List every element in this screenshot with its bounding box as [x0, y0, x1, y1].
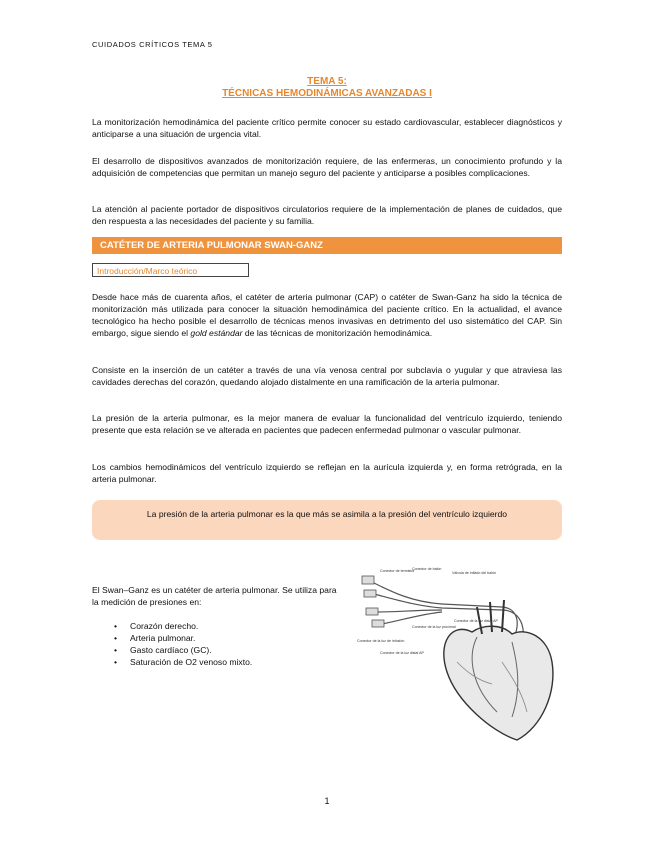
list-item: • Saturación de O2 venoso mixto. [92, 656, 332, 668]
section-paragraph-1 [92, 291, 562, 339]
paragraph-1-end: de las técnicas de monitorización hemodinámica. [242, 328, 433, 338]
section-heading: CATÉTER DE ARTERIA PULMONAR SWAN-GANZ [92, 237, 562, 254]
page-number: 1 [324, 796, 330, 806]
pressure-list [92, 620, 332, 668]
highlight-callout: La presión de la arteria pulmonar es la que más se asimila a la presión del ventrículo izquierdo [92, 500, 562, 540]
figure-label: Válvula de inflado del balón [452, 571, 496, 575]
figure-label: Conector de balón [412, 567, 442, 571]
catheter-line-2 [374, 594, 502, 610]
list-item: • Arteria pulmonar. [92, 632, 332, 644]
connector-shape [372, 620, 384, 627]
section-paragraph-2: Consiste en la inserción de un catéter a través de una vía venosa central por subclavia o yugular y que atraviesa las cavidades derechas del corazón, quedando alojado distalmente en una ramificación de la arteria pulmonar. [92, 365, 562, 387]
intro-paragraph-3: La atención al paciente portador de dispositivos circulatorios requiere de la implementación de planes de cuidados, que den respuesta a las necesidades del paciente y su familia. [92, 204, 562, 226]
title-line-2: TÉCNICAS HEMODINÁMICAS AVANZADAS I [222, 88, 432, 99]
list-item: • Gasto cardíaco (GC). [92, 644, 332, 656]
section-paragraph-4: Los cambios hemodinámicos del ventrículo izquierdo se reflejan en la aurícula izquierda y, en forma retrógrada, en la arteria pulmonar. [92, 462, 562, 484]
figure-label: Conector de la luz distal AP [454, 619, 498, 623]
title-line-1: TEMA 5: [307, 76, 347, 87]
subsection-heading: Introducción/Marco teórico [92, 263, 249, 277]
page-header: CUIDADOS CRÍTICOS TEMA 5 [92, 40, 213, 49]
figure-label: Conector de termistor [380, 569, 415, 573]
figure-label: Conector de la luz de infusión [357, 639, 405, 643]
paragraph-1-italic: gold estándar [190, 328, 243, 338]
swan-ganz-diagram [352, 562, 562, 747]
connector-shape [366, 608, 378, 615]
section-paragraph-3: La presión de la arteria pulmonar, es la mejor manera de evaluar la funcionalidad del ventrículo izquierdo, teniendo presente que esta relación se ve alterada en pacientes que padecen enfermedad pulmonar o vascular pulmonar. [92, 413, 562, 435]
catheter-line-3 [376, 610, 442, 612]
figure-label: Conector de la luz proximal [412, 625, 456, 629]
catheter-line-4 [382, 612, 442, 624]
connector-shape [362, 576, 374, 584]
list-item: • Corazón derecho. [92, 620, 332, 632]
connector-shape [364, 590, 376, 597]
intro-paragraph-2: El desarrollo de dispositivos avanzados de monitorización requiere, de las enfermeras, un conocimiento profundo y la adquisición de competencias que permitan un manejo seguro del paciente y anticiparse a posibles complicaciones. [92, 156, 562, 178]
paragraph-1-start: Desde hace más de cuarenta años, el catéter de arteria pulmonar (CAP) o catéter de Swan-Ganz ha sido la técnica de monitorización más utilizada para conocer la situación hemodinámica del paciente crítico. En la actualidad, el avance tecnológico ha hecho posible el desarrollo de técnicas menos invasivas en detrimento del uso sistemático del CAP. Sin embargo, sigue siendo el [92, 292, 562, 338]
swan-ganz-intro: El Swan–Ganz es un catéter de arteria pulmonar. Se utiliza para la medición de presiones en: [92, 585, 337, 607]
intro-paragraph-1: La monitorización hemodinámica del paciente crítico permite conocer su estado cardiovascular, establecer diagnósticos y anticiparse a una situación de urgencia vital. [92, 117, 562, 139]
page-title [92, 76, 562, 100]
figure-label: Conector de la luz distal AP [380, 651, 424, 655]
